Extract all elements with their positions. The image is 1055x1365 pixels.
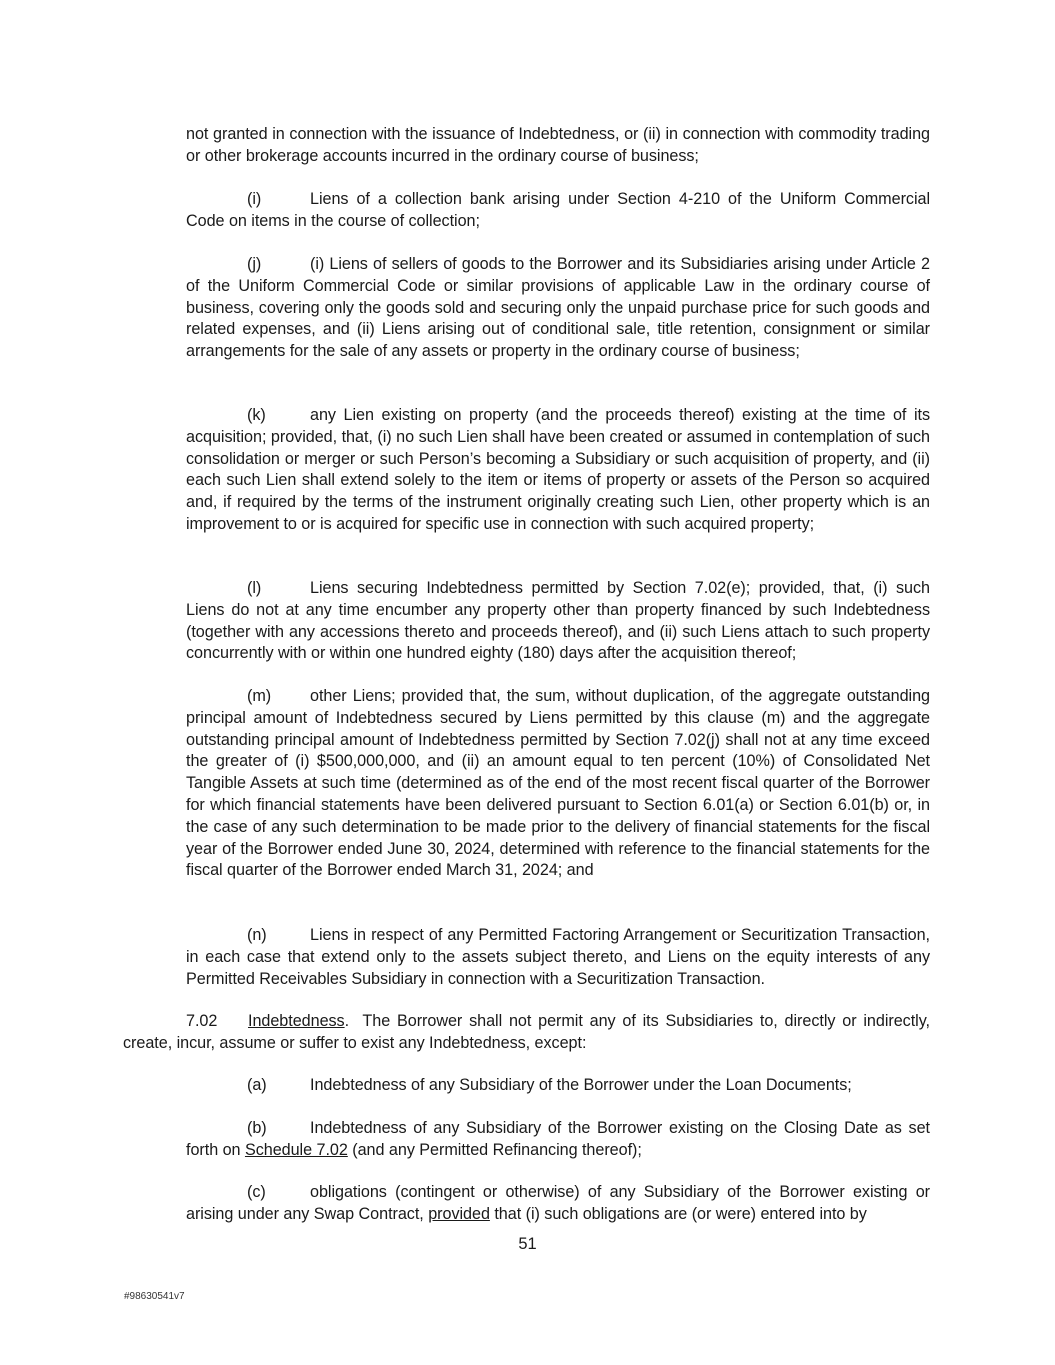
clause-text-after: that (i) such obligations are (or were) entered into by — [494, 1204, 867, 1223]
paragraph-h-continuation — [186, 124, 930, 168]
clause-label: (i) — [247, 190, 262, 208]
item-b — [186, 1118, 930, 1162]
clause-text: Liens securing Indebtedness permitted by Section 7.02(e); provided, that, (i) such Liens do not at any time encumber any property other than property financed by such Indebtedness (together with any accessions thereto and proceeds thereof), and (ii) such Liens attach to such property concurrently with or within one hundred eighty (180) days after the acquisition thereof; — [186, 579, 930, 663]
clause-label: (b) — [247, 1119, 267, 1137]
paragraph-j — [186, 254, 930, 363]
page-number: 51 — [518, 1235, 537, 1253]
clause-text: any Lien existing on property (and the proceeds thereof) existing at the time of its acquisition; provided, that, (i) no such Lien shall have been created or assumed in contemplation of such consolidation or merger or such Person’s becoming a Subsidiary or such acquisition of property, and (ii) each such Lien shall extend solely to the item or items of property or assets of the Person so acquired and, if required by the terms of the instrument originally creating such Lien, other property which is an improvement to or is acquired for specific use in connection with such acquired property; — [186, 406, 930, 533]
paragraph-n — [186, 925, 930, 990]
schedule-reference: Schedule 7.02 — [244, 1140, 348, 1159]
document-id: #98630541v7 — [124, 1291, 185, 1302]
clause-label: (m) — [247, 687, 272, 705]
clause-label: (j) — [247, 255, 262, 273]
clause-text: other Liens; provided that, the sum, without duplication, of the aggregate outstanding principal amount of Indebtedness secured by Liens permitted by this clause (m) and the aggregate outstanding principal amount of Indebtedness permitted by Section 7.02(j) shall not at any time exceed the greater of (i) $500,000,000, and (ii) an amount equal to ten percent (10%) of Consolidated Net Tangible Assets at such time (determined as of the end of the most recent fiscal quarter of the Borrower for which financial statements have been delivered pursuant to Section 6.01(a) or Section 6.01(b) or, in the case of any such determination to be made prior to the delivery of financial statements for the fiscal year of the Borrower ended June 30, 2024, determined with reference to the financial statements for the fiscal quarter of the Borrower ended March 31, 2024; and — [186, 687, 930, 880]
paragraph-i — [186, 189, 930, 233]
clause-text-before: obligations (contingent or otherwise) of any Subsidiary of the Borrower existing or arising under any Swap Contract, — [186, 1183, 930, 1223]
paragraph-k — [186, 405, 930, 536]
clause-text-before: Indebtedness of any Subsidiary of the Borrower existing on the Closing Date as set forth on — [186, 1119, 930, 1159]
paragraph-m — [186, 686, 930, 882]
clause-label: (n) — [247, 926, 267, 944]
clause-label: (a) — [247, 1076, 267, 1094]
clause-text: Liens in respect of any Permitted Factoring Arrangement or Securitization Transaction, in each case that extend only to the assets subject thereto, and Liens on the equity interests of any Permitted Receivables Subsidiary in connection with a Securitization Transaction. — [186, 926, 930, 988]
section-text: The Borrower shall not permit any of its Subsidiaries to, directly or indirectly, create, incur, assume or suffer to exist any Indebtedness, except: — [123, 1012, 930, 1052]
section-7-02 — [123, 1011, 930, 1055]
item-c — [186, 1182, 930, 1226]
clause-label: (l) — [247, 579, 262, 597]
section-number: 7.02 — [186, 1012, 218, 1030]
clause-label: (c) — [247, 1183, 266, 1201]
clause-text-after: (and any Permitted Refinancing thereof); — [352, 1140, 642, 1159]
clause-text: Indebtedness of any Subsidiary of the Borrower under the Loan Documents; — [310, 1076, 852, 1094]
paragraph-l — [186, 578, 930, 665]
clause-text: (i) Liens of sellers of goods to the Borrower and its Subsidiaries arising under Article 2 of the Uniform Commercial Code or similar provisions of applicable Law in the ordinary course of business, covering only the goods sold and securing only the unpaid purchase price for such goods and related expenses, and (ii) Liens arising out of conditional sale, title retention, consignment or similar arrangements for the sale of any assets or property in the ordinary course of business; — [186, 255, 930, 361]
paragraph-text: not granted in connection with the issuance of Indebtedness, or (ii) in connection with commodity trading or other brokerage accounts incurred in the ordinary course of business; — [186, 125, 930, 165]
clause-text: Liens of a collection bank arising under Section 4-210 of the Uniform Commercial Code on items in the course of collection; — [186, 190, 930, 230]
section-title-suffix: . — [344, 1012, 350, 1030]
item-a — [186, 1075, 930, 1097]
clause-label: (k) — [247, 406, 266, 424]
provided-term: provided — [428, 1204, 490, 1223]
section-title: Indebtedness — [248, 1012, 345, 1030]
